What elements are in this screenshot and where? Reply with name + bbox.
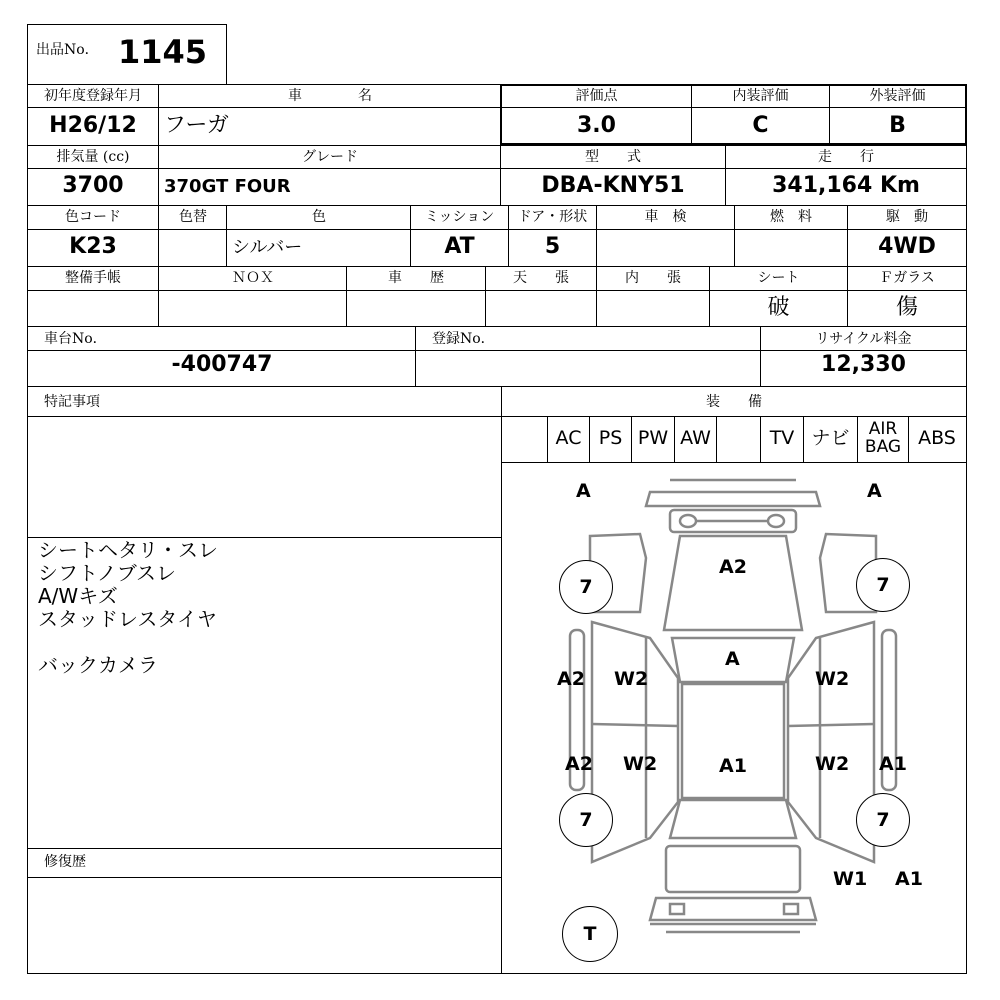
color-code-value: K23 <box>69 234 117 259</box>
door-label: ドア・形状 <box>517 209 588 225</box>
mark-left-rear-quarter: A2 <box>565 753 593 775</box>
recycle-fee-value: 12,330 <box>821 352 906 377</box>
ceiling-label: 天 張 <box>513 270 569 286</box>
mark-right-rear-door: W2 <box>815 753 850 775</box>
mark-roof: A <box>725 648 740 670</box>
displacement-value: 3700 <box>62 173 124 198</box>
displacement-label: 排気量 (cc) <box>56 149 130 165</box>
chassis-number-value: -400747 <box>171 352 273 377</box>
front-glass-value: 傷 <box>895 295 918 320</box>
equipment-label: 装 備 <box>706 394 762 410</box>
remark-line: バックカメラ <box>38 653 158 677</box>
chassis-number-label: 車台No． <box>44 331 107 347</box>
exterior-label: 外装評価 <box>869 88 926 104</box>
emblem-right <box>768 515 784 527</box>
recycle-fee-label: リサイクル料金 <box>815 331 912 347</box>
model-label: 型 式 <box>585 149 641 165</box>
mileage-value: 341,164 Km <box>772 173 920 198</box>
grade-value: 370GT FOUR <box>164 176 291 197</box>
mark-right-rear-quarter: A1 <box>879 753 907 775</box>
seat-label: シート <box>757 270 800 286</box>
tire-rear-left: 7 <box>559 793 613 847</box>
drive-label: 駆 動 <box>886 209 928 225</box>
tire-front-left: 7 <box>559 560 613 614</box>
exterior-value: B <box>889 113 906 138</box>
emblem <box>680 515 696 527</box>
mark-left-rear-door: W2 <box>623 753 658 775</box>
door-value: 5 <box>544 234 561 259</box>
hood <box>664 536 802 630</box>
mileage-label: 走 行 <box>818 149 874 165</box>
mark-front-left: A <box>576 480 591 502</box>
remark-line: シフトノブスレ <box>38 561 176 585</box>
model-value: DBA-KNY51 <box>541 173 685 198</box>
interior-label: 内装評価 <box>732 88 789 104</box>
equipment-item-navi: ナビ <box>811 427 850 449</box>
mark-rear-left: W1 <box>833 868 868 890</box>
service-book-label: 整備手帳 <box>65 270 121 286</box>
registration-number-label: 登録No． <box>432 331 495 347</box>
grade-label: グレード <box>302 149 358 165</box>
equipment-item-tv: TV <box>769 427 795 449</box>
equipment-item-abs: ABS <box>918 427 956 449</box>
equipment-item-ac: AC <box>555 427 582 449</box>
equipment-item-aw: AW <box>680 427 711 449</box>
trunk <box>666 846 800 892</box>
mission-label: ミッション <box>424 209 495 225</box>
fuel-label: 燃 料 <box>770 209 812 225</box>
history-label: 車 歴 <box>388 270 444 286</box>
lot-number: 1145 <box>118 33 208 71</box>
score-label: 評価点 <box>575 88 618 104</box>
score-value: 3.0 <box>577 113 616 138</box>
mark-left-front-door: W2 <box>614 668 649 690</box>
mark-cabin: A1 <box>719 755 747 777</box>
color-change-label: 色替 <box>179 209 207 225</box>
mark-front-right: A <box>867 480 882 502</box>
airbag-line-2: BAG <box>864 437 902 457</box>
drive-value: 4WD <box>878 234 936 259</box>
spare-tire: T <box>562 906 618 962</box>
tire-rear-right: 7 <box>856 793 910 847</box>
rear-window <box>670 800 796 838</box>
interior-value: C <box>752 113 769 138</box>
front-bumper <box>646 480 820 506</box>
lot-number-label: 出品No． <box>36 42 99 58</box>
roof <box>682 684 784 798</box>
equipment-item-pw: PW <box>637 427 669 449</box>
car-damage-diagram <box>500 462 966 972</box>
car-name-label: 車 名 <box>288 88 372 104</box>
tire-front-right: 7 <box>856 558 910 612</box>
interior-trim-label: 内 張 <box>625 270 681 286</box>
rear-bumper <box>650 898 816 920</box>
color-code-label: 色コード <box>65 209 121 225</box>
remark-line: スタッドレスタイヤ <box>38 607 217 631</box>
remark-line: A/Wキズ <box>38 584 118 608</box>
mark-left-fender: A2 <box>557 668 585 690</box>
color-label: 色 <box>312 209 326 225</box>
mark-rear-right: A1 <box>895 868 923 890</box>
equipment-item-ps: PS <box>598 427 623 449</box>
front-glass-label: Ｆガラス <box>879 270 935 286</box>
mark-right-front-door: W2 <box>815 668 850 690</box>
first-registration-value: H26/12 <box>49 113 137 138</box>
seat-value: 破 <box>767 295 790 320</box>
mission-value: AT <box>444 234 475 259</box>
airbag-line-1: AIR <box>868 419 898 439</box>
remark-line: シートヘタリ・スレ <box>38 538 218 562</box>
nox-label: ＮＯＸ <box>232 270 274 286</box>
color-value: シルバー <box>232 237 303 258</box>
mark-hood: A2 <box>719 556 747 578</box>
remarks-label: 特記事項 <box>44 394 100 410</box>
car-name-value: フーガ <box>164 113 229 138</box>
repair-history-label: 修復歴 <box>44 854 86 870</box>
first-registration-label: 初年度登録年月 <box>44 88 142 104</box>
inspection-label: 車 検 <box>644 209 687 225</box>
